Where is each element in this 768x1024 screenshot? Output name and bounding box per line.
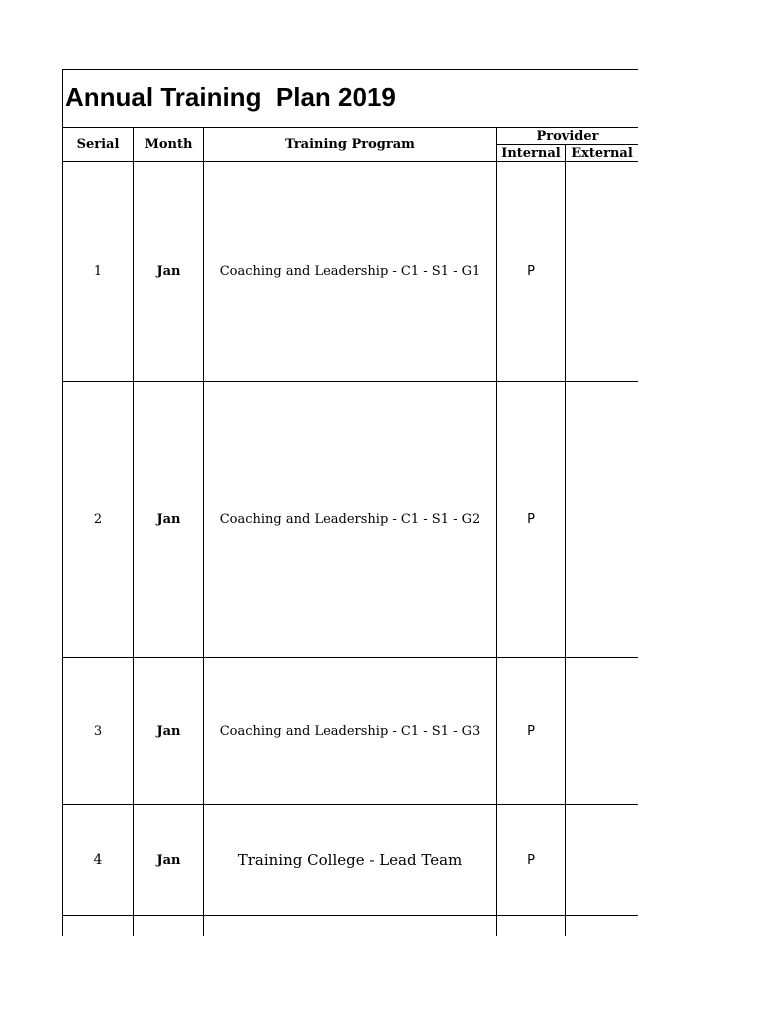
external-provider-cell	[566, 916, 639, 937]
training-program-cell	[204, 916, 497, 937]
serial-cell: 3	[63, 658, 134, 805]
header-month: Month	[134, 128, 204, 162]
header-provider: Provider	[497, 128, 639, 145]
month-cell: Jan	[134, 805, 204, 916]
external-provider-cell	[566, 382, 639, 658]
table-row	[63, 162, 639, 382]
training-program-cell: Training College - Lead Team	[204, 805, 497, 916]
internal-provider-cell: P	[497, 805, 566, 916]
external-provider-cell	[566, 162, 639, 382]
serial-cell: 2	[63, 382, 134, 658]
table-row	[63, 805, 639, 916]
header-external: External	[566, 145, 639, 162]
internal-provider-cell: P	[497, 658, 566, 805]
training-program-cell: Coaching and Leadership - C1 - S1 - G1	[204, 162, 497, 382]
external-provider-cell	[566, 658, 639, 805]
header-serial: Serial	[63, 128, 134, 162]
serial-cell	[63, 916, 134, 937]
title-row	[62, 69, 638, 127]
serial-cell: 4	[63, 805, 134, 916]
month-cell: Jan	[134, 382, 204, 658]
header-training-program: Training Program	[204, 128, 497, 162]
internal-provider-cell: P	[497, 162, 566, 382]
table-row	[63, 658, 639, 805]
header-internal: Internal	[497, 145, 566, 162]
external-provider-cell	[566, 805, 639, 916]
internal-provider-cell: P	[497, 382, 566, 658]
serial-cell: 1	[63, 162, 134, 382]
training-plan-table	[62, 127, 638, 936]
training-plan-sheet	[62, 69, 638, 936]
month-cell: Jan	[134, 658, 204, 805]
training-program-cell: Coaching and Leadership - C1 - S1 - G3	[204, 658, 497, 805]
page-title: Annual Training Plan 2019	[65, 82, 396, 112]
training-program-cell: Coaching and Leadership - C1 - S1 - G2	[204, 382, 497, 658]
month-cell	[134, 916, 204, 937]
month-cell: Jan	[134, 162, 204, 382]
table-row	[63, 382, 639, 658]
header-row	[63, 128, 639, 145]
internal-provider-cell	[497, 916, 566, 937]
table-row	[63, 916, 639, 937]
